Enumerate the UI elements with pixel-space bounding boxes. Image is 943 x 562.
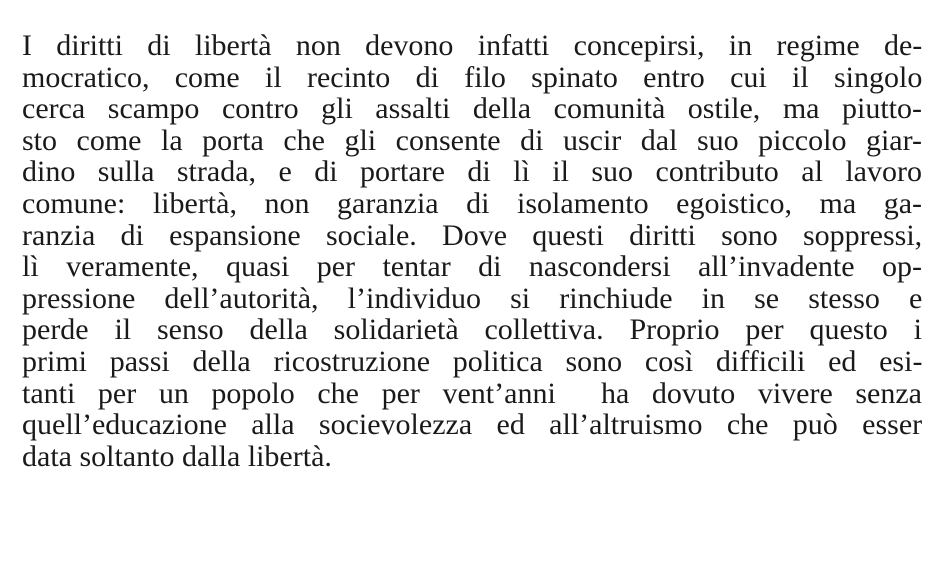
- text-paragraph: [22, 30, 922, 472]
- text-line-2: mocratico, come il recinto di filo spinato entro cui il singolo: [22, 60, 923, 94]
- text-line-8: lì veramente, quasi per tentar di nascondersi all’invadente op-: [22, 250, 922, 284]
- text-line-3: cerca scampo contro gli assalti della comunità ostile, ma piutto-: [22, 92, 922, 126]
- text-line-1: I diritti di libertà non devono infatti concepirsi, in regime de-: [22, 29, 923, 62]
- text-line-6: comune: libertà, non garanzia di isolamento egoistico, ma ga-: [22, 186, 922, 220]
- text-line-14: data soltanto dalla libertà.: [22, 439, 332, 473]
- text-line-13: quell’educazione alla socievolezza ed all’altruismo che può esser: [22, 408, 923, 442]
- text-line-7: ranzia di espansione sociale. Dove questi diritti sono soppressi,: [22, 218, 923, 252]
- text-line-5: dino sulla strada, e di portare di lì il suo contributo al lavoro: [22, 155, 922, 189]
- text-line-9: pressione dell’autorità, l’individuo si rinchiude in se stesso e: [22, 281, 923, 315]
- text-line-4: sto come la porta che gli consente di uscir dal suo piccolo giar-: [22, 123, 922, 157]
- text-line-10: perde il senso della solidarietà collettiva. Proprio per questo i: [22, 313, 922, 347]
- text-line-12: tanti per un popolo che per vent’anni ha dovuto vivere senza: [22, 376, 922, 410]
- text-line-11: primi passi della ricostruzione politica sono così difficili ed esi-: [22, 344, 923, 378]
